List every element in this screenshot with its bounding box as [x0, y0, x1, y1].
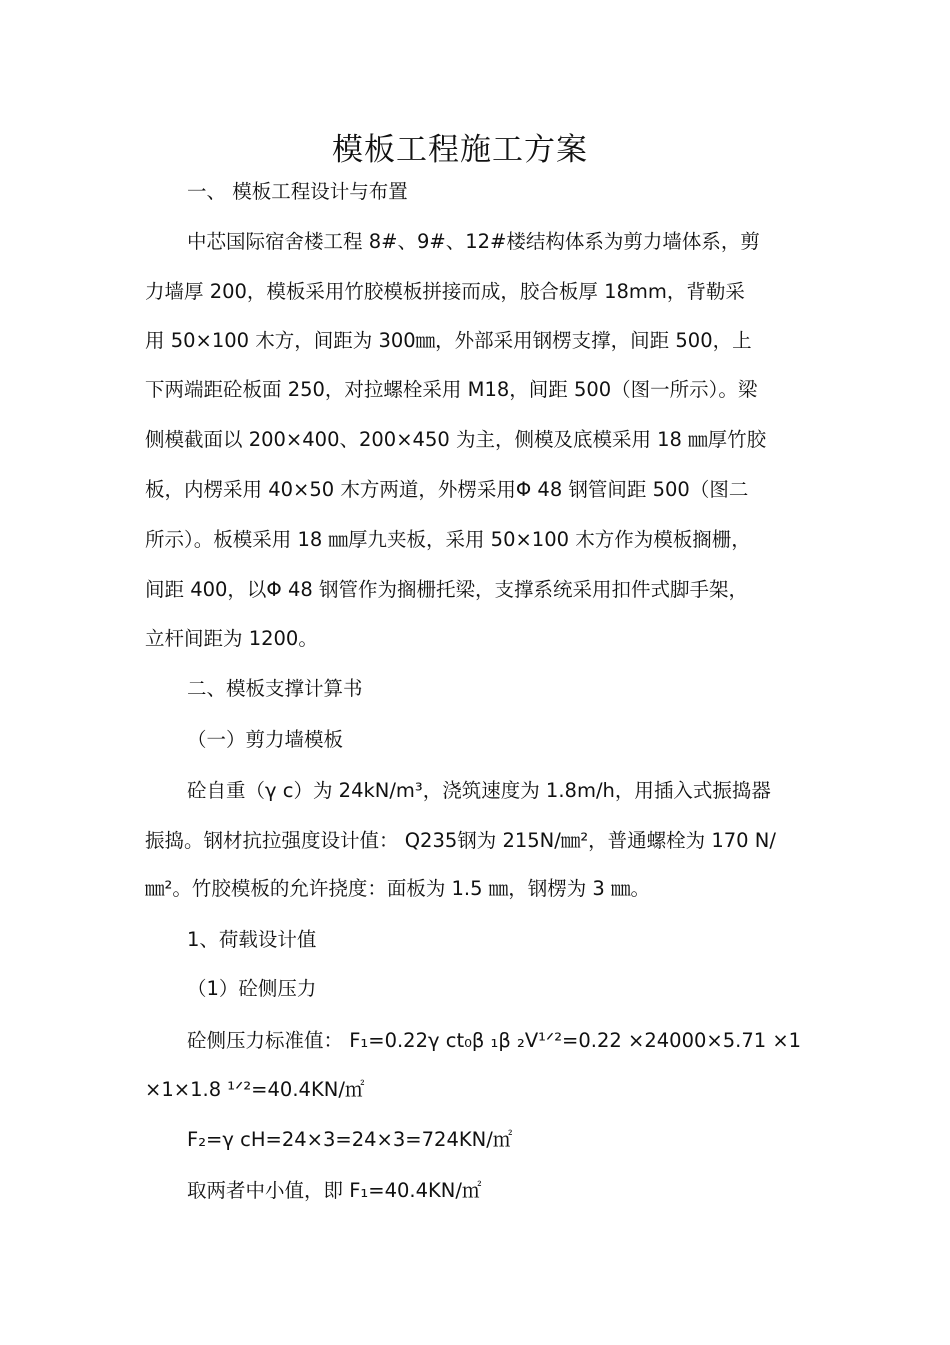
- paragraph1-line: 板，内楞采用 40×50 木方两道，外楞采用Φ 48 钢管间距 500（图二: [145, 478, 749, 501]
- item1-1-heading: （1）砼侧压力: [187, 977, 317, 1000]
- formula-line: 取两者中小值，即 F₁=40.4KN/㎡: [187, 1179, 482, 1202]
- item1-heading: 1、荷载设计值: [187, 928, 317, 951]
- paragraph2-line: 砼自重（γ c）为 24kN/m³，浇筑速度为 1.8m/h，用插入式振捣器: [187, 779, 771, 802]
- section2-heading: 二、模板支撑计算书: [187, 677, 363, 700]
- formula-line: 砼侧压力标准值： F₁=0.22γ ct₀β ₁β ₂V¹ᐟ²=0.22 ×24000×5.71 ×1: [187, 1029, 802, 1052]
- formula-line: F₂=γ cH=24×3=24×3=724KN/㎡: [187, 1128, 513, 1151]
- paragraph1-line: 所示）。板模采用 18 ㎜厚九夹板，采用 50×100 木方作为模板搁栅，: [145, 528, 751, 551]
- subsection1-heading: （一）剪力墙模板: [187, 728, 344, 751]
- paragraph1-line: 中芯国际宿舍楼工程 8#、9#、12#楼结构体系为剪力墙体系，剪: [187, 230, 760, 253]
- paragraph2-line: ㎜²。竹胶模板的允许挠度：面板为 1.5 ㎜，钢楞为 3 ㎜。: [145, 877, 651, 900]
- formula-line: ×1×1.8 ¹ᐟ²=40.4KN/㎡: [145, 1078, 365, 1101]
- paragraph1-line: 下两端距砼板面 250，对拉螺栓采用 M18，间距 500（图一所示）。梁: [145, 378, 758, 401]
- paragraph1-line: 间距 400，以Φ 48 钢管作为搁栅托梁，支撑系统采用扣件式脚手架，: [145, 578, 748, 601]
- section1-heading: 一、 模板工程设计与布置: [187, 180, 408, 203]
- paragraph1-line: 侧模截面以 200×400、200×450 为主，侧模及底模采用 18 ㎜厚竹胶: [145, 428, 767, 451]
- paragraph1-line: 用 50×100 木方，间距为 300㎜，外部采用钢楞支撑，间距 500，上: [145, 329, 752, 352]
- document-title: 模板工程施工方案: [332, 132, 588, 168]
- paragraph1-line: 立杆间距为 1200。: [145, 627, 318, 650]
- paragraph2-line: 振捣。钢材抗拉强度设计值： Q235钢为 215N/㎜²，普通螺栓为 170 N/: [145, 829, 776, 852]
- paragraph1-line: 力墙厚 200，模板采用竹胶模板拼接而成，胶合板厚 18mm，背勒采: [145, 280, 745, 303]
